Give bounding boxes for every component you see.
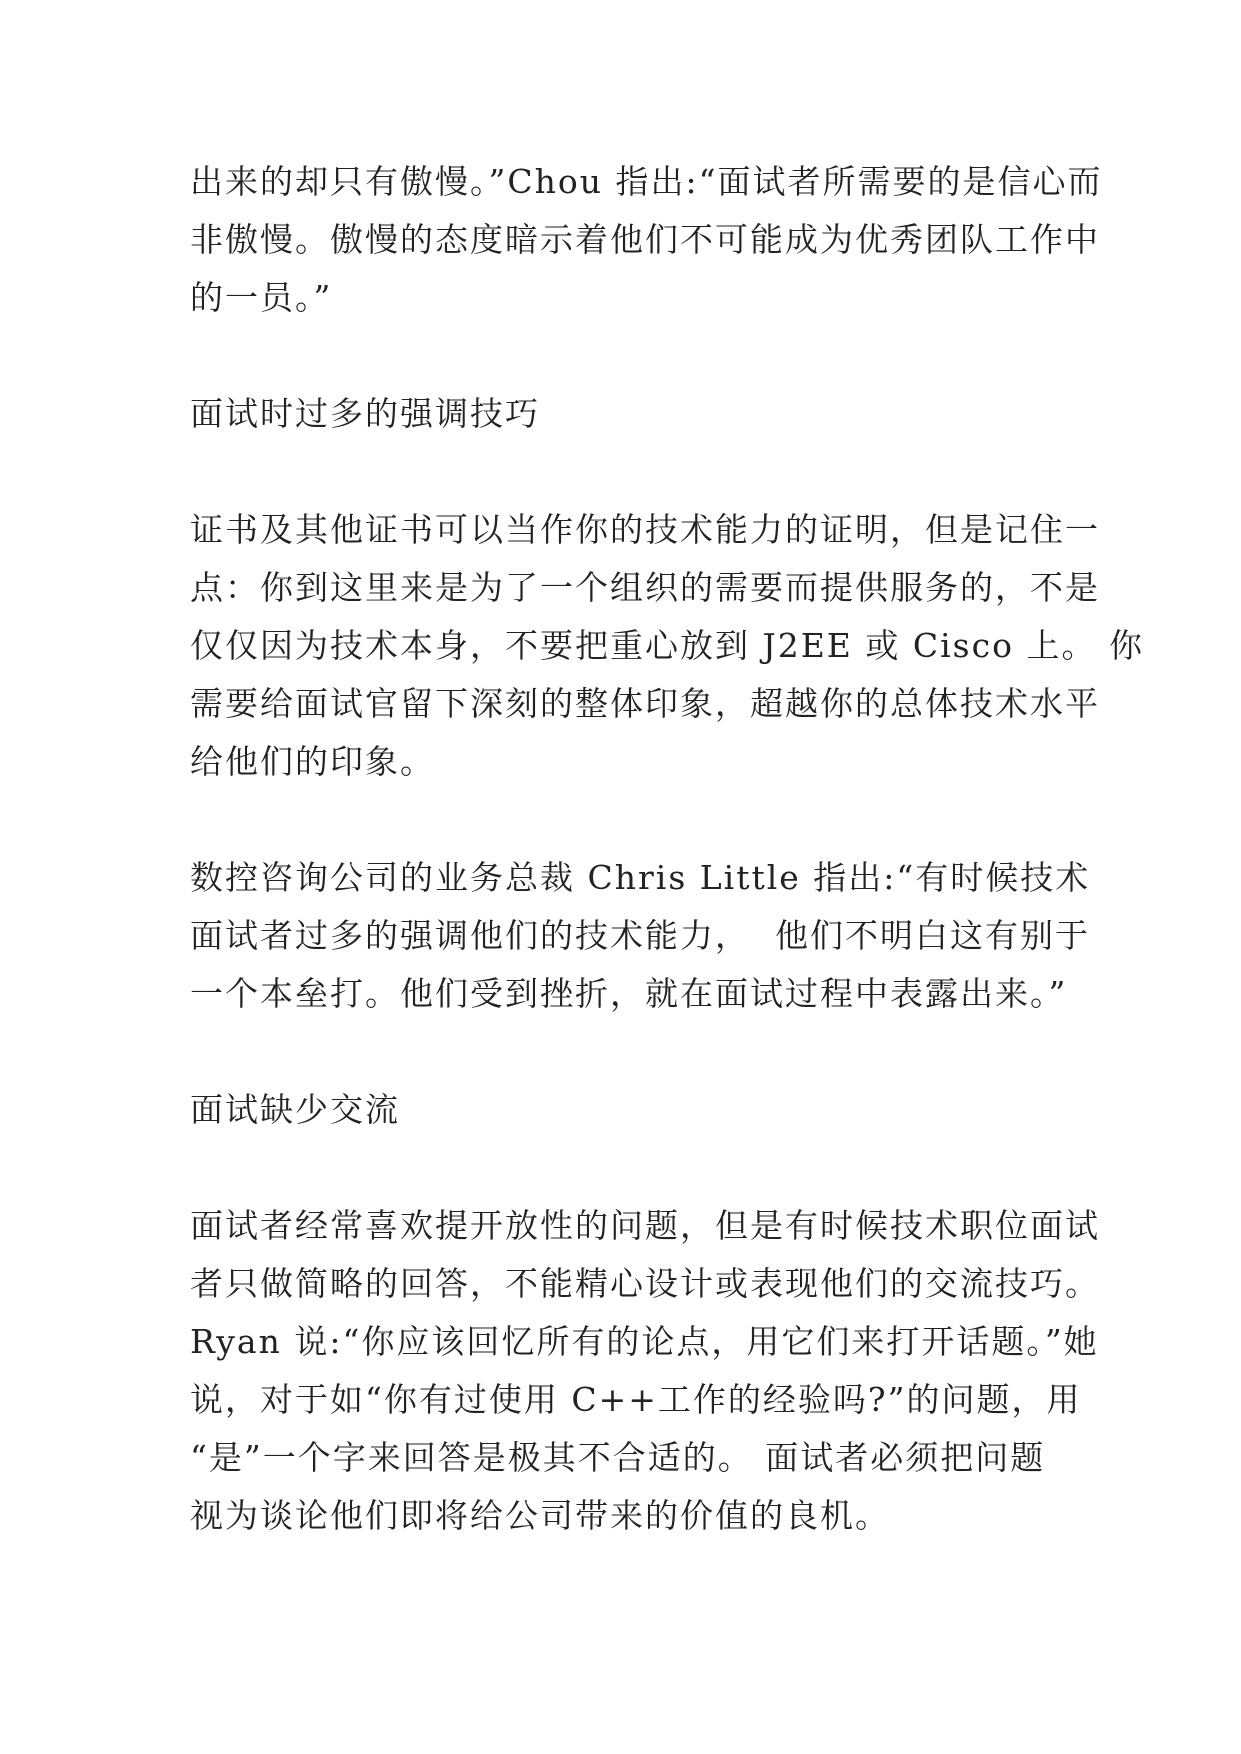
text-line: 数控咨询公司的业务总裁 Chris Little 指出:“有时候技术 xyxy=(190,858,1091,897)
text-line: 面试者经常喜欢提开放性的问题，但是有时候技术职位面试 xyxy=(190,1206,1100,1245)
text-line: Ryan 说:“你应该回忆所有的论点，用它们来打开话题。”她 xyxy=(190,1322,1099,1361)
text-line: 仅仅因为技术本身，不要把重心放到 J2EE 或 Cisco 上。 你 xyxy=(190,626,1144,665)
text-line: 点：你到这里来是为了一个组织的需要而提供服务的，不是 xyxy=(190,568,1100,607)
text-line: 视为谈论他们即将给公司带来的价值的良机。 xyxy=(190,1496,890,1535)
text-line: 需要给面试官留下深刻的整体印象，超越你的总体技术水平 xyxy=(190,684,1100,723)
text-line: 面试者过多的强调他们的技术能力， 他们不明白这有别于 xyxy=(190,916,1090,955)
text-line: 者只做简略的回答，不能精心设计或表现他们的交流技巧。 xyxy=(190,1264,1100,1303)
section-heading: 面试缺少交流 xyxy=(190,1090,400,1129)
text-line: 一个本垒打。他们受到挫折，就在面试过程中表露出来。” xyxy=(190,974,1068,1013)
text-line: 非傲慢。傲慢的态度暗示着他们不可能成为优秀团队工作中 xyxy=(190,220,1100,259)
text-line: 给他们的印象。 xyxy=(190,742,435,781)
text-line: 证书及其他证书可以当作你的技术能力的证明，但是记住一 xyxy=(190,510,1100,549)
section-heading: 面试时过多的强调技巧 xyxy=(190,394,540,433)
text-line: “是”一个字来回答是极其不合适的。 面试者必须把问题 xyxy=(190,1438,1046,1477)
text-line: 说，对于如“你有过使用 C++工作的经验吗?”的问题，用 xyxy=(190,1380,1082,1419)
text-line: 的一员。” xyxy=(190,278,333,317)
text-line: 出来的却只有傲慢。”Chou 指出:“面试者所需要的是信心而 xyxy=(190,162,1103,201)
